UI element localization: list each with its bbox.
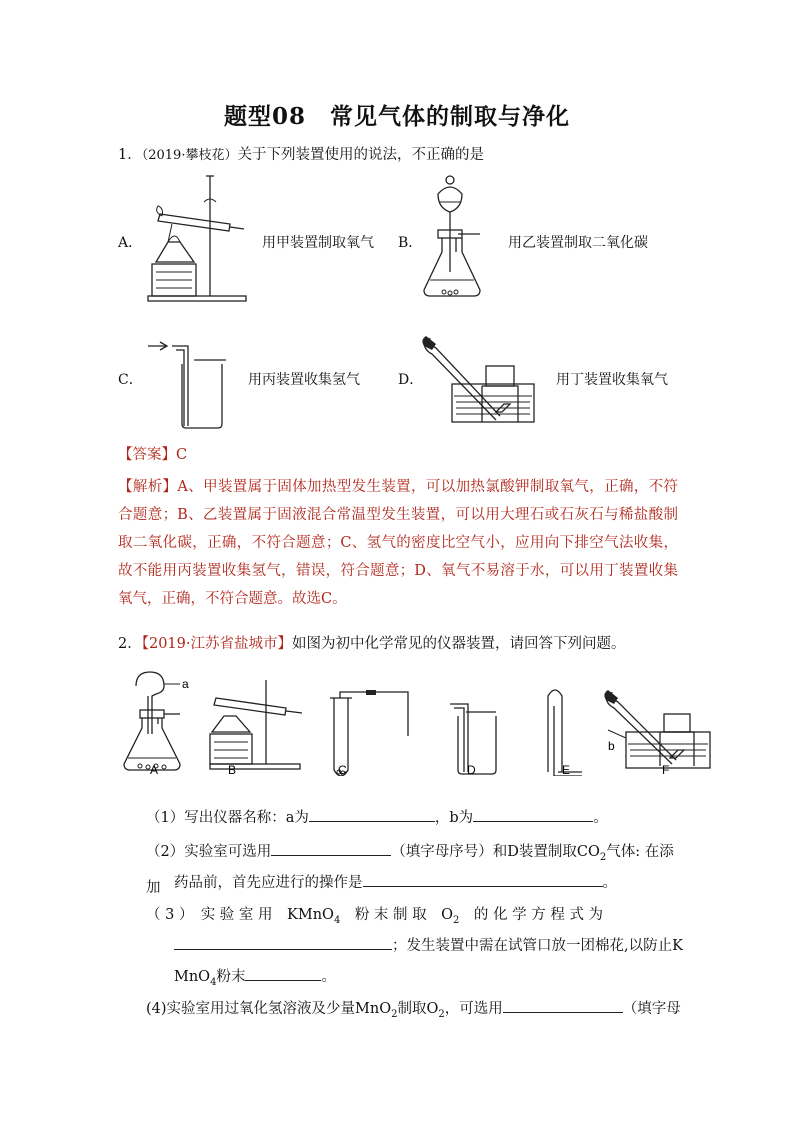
page-title: 题型08 常见气体的制取与净化 [223, 103, 570, 130]
option-c-letter: C． [118, 372, 143, 388]
label-d: D [467, 763, 476, 776]
sub1-number: （1） [146, 810, 185, 826]
sub2-number: （2） [146, 844, 185, 860]
sub1-text2: ，b为 [434, 810, 474, 826]
answer-value: C [176, 447, 188, 463]
blank-purpose[interactable] [245, 966, 321, 981]
sub3-formula1-sub: 4 [333, 914, 341, 926]
sub2-text3: 气体: 在添加 [146, 844, 674, 896]
q2-number: 2． [118, 636, 142, 652]
sub3-text2: 粉 末 制 取 [354, 907, 427, 923]
apparatus-bing-gas-jar [144, 338, 234, 430]
option-c-text: 用丙装置收集氢气 [248, 372, 360, 388]
apparatus-a [124, 672, 180, 770]
label-b: B [228, 763, 237, 776]
sub3-text3: 的 化 学 方 程 式 为 [473, 907, 604, 923]
blank-apparatus-choice[interactable] [271, 841, 391, 856]
q2-question: 如图为初中化学常见的仪器装置，请回答下列问题。 [292, 636, 626, 652]
sub3-formula2: O [441, 907, 454, 923]
blank-a-name[interactable] [309, 807, 435, 822]
q2-source: 【2019·江苏省盐城市】 [141, 636, 292, 652]
sub4-text: 实验室用过氧化氢溶液及少量MnO [166, 1001, 392, 1017]
blank-b-name[interactable] [473, 807, 593, 822]
pointer-label-a: a [182, 677, 189, 691]
q1-stem [118, 145, 484, 166]
sub1-text: 写出仪器名称：a为 [184, 810, 309, 826]
sub2-end: 。 [602, 875, 617, 891]
option-d-letter: D． [398, 372, 424, 388]
q2-sub4 [146, 994, 681, 1030]
option-d-text: 用丁装置收集氧气 [556, 372, 668, 388]
sub4-text4: （填字母 [622, 1001, 681, 1017]
q1-question: 关于下列装置使用的说法，不正确的是 [237, 147, 484, 163]
sub4-text2: 制取O [397, 1001, 439, 1017]
sub3-formula3: MnO [174, 969, 211, 985]
sub3-text4: ；发生装置中需在试管口放一团棉花,以防止K [392, 938, 683, 954]
sub3-formula2-sub: 2 [453, 914, 460, 926]
option-a-letter: A． [118, 235, 143, 251]
sub2-text4: 药品前，首先应进行的操作是 [174, 875, 363, 891]
pointer-label-b: b [608, 739, 615, 753]
answer-label: 【答案】 [118, 447, 176, 463]
sub1-end: 。 [593, 810, 608, 826]
apparatus-row [118, 664, 718, 776]
blank-apparatus-h2o2[interactable] [503, 998, 623, 1013]
label-c: C [338, 763, 347, 776]
option-b-text: 用乙装置制取二氧化碳 [508, 235, 648, 251]
option-a-text: 用甲装置制取氧气 [262, 235, 374, 251]
q2-sub1 [146, 803, 608, 833]
q1-source: （2019·攀枝花） [141, 148, 238, 163]
sub3-number: （ 3 ） [146, 907, 187, 923]
sub4-number: (4) [146, 1001, 167, 1017]
apparatus-jia-heating-setup [140, 172, 255, 307]
sub3-end: 。 [321, 969, 336, 985]
sub2-text: 实验室可选用 [184, 844, 272, 860]
q2-sub2-line2 [174, 868, 617, 898]
q2-sub3-line3 [174, 962, 336, 998]
q1-number: 1． [118, 147, 142, 163]
sub3-text6: 粉末 [216, 969, 246, 985]
blank-first-operation[interactable] [363, 872, 603, 887]
sub2-text2: （填字母序号）和D装置制取CO [391, 844, 600, 860]
label-e: E [562, 763, 571, 776]
apparatus-b [210, 680, 302, 769]
sub3-formula1: KMnO [287, 907, 334, 923]
option-b-letter: B． [398, 235, 423, 251]
sub4-sub1: 2 [391, 1008, 398, 1020]
sub3-text: 实 验 室 用 [200, 907, 273, 923]
sub4-sub2: 2 [438, 1008, 445, 1020]
q2-stem [118, 634, 626, 654]
q1-answer [118, 445, 187, 465]
q1-explanation [118, 473, 678, 613]
label-a: A [150, 763, 159, 776]
q2-sub3-line2 [174, 931, 683, 961]
explanation-text: A、甲装置属于固体加热型发生装置，可以加热氯酸钾制取氧气，正确，不符合题意；B、乙装置属于固液混合常温型发生装置，可以用大理石或石灰石与稀盐酸制取二氧化碳，正确，不符合题意；C、氢气的密度比空气小，应用向下排空气法收集，故不能用丙装置收集氢气，错误，符合题意；D、氧气不易溶于水，可以用丁装置收集氧气，正确，不符合题意。故选C。 [118, 479, 679, 607]
label-f: F [662, 763, 670, 776]
apparatus-f [604, 690, 710, 768]
sub2-subscript: 2 [599, 851, 607, 863]
apparatus-yi-flask-funnel [418, 172, 508, 307]
apparatus-ding-water-trough [420, 334, 538, 429]
sub3-formula3-sub: 4 [210, 976, 217, 988]
sub4-text3: ，可选用 [444, 1001, 503, 1017]
explanation-label: 【解析】 [118, 479, 178, 495]
blank-equation[interactable] [174, 935, 392, 950]
